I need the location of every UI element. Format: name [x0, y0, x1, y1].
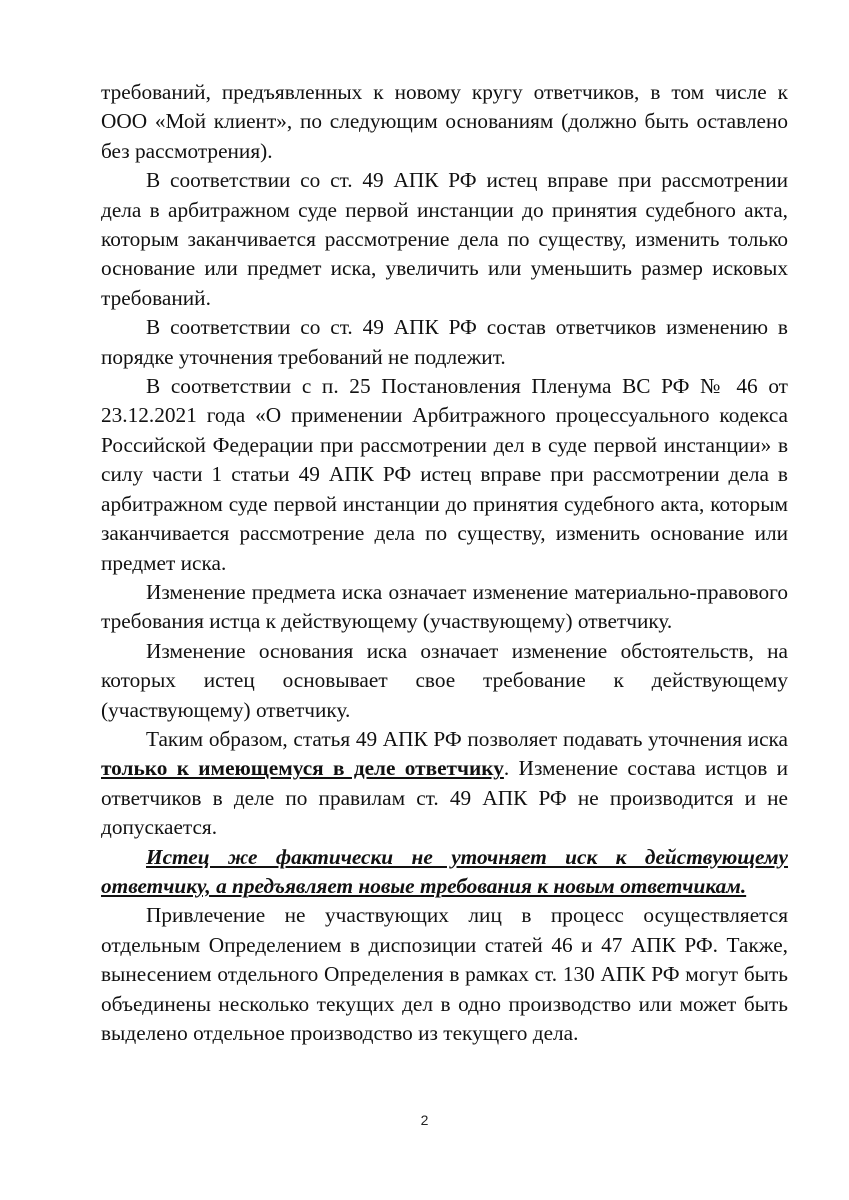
conclusion-emphasis: только к имеющемуся в деле ответчику: [101, 756, 504, 781]
paragraph-key-argument: Истец же фактически не уточняет иск к действующему ответчику, а предъявляет новые требования к новым ответчикам.: [101, 844, 788, 898]
paragraph-joinder: Привлечение не участвующих лиц в процесс осуществляется отдельным Определением в диспозиции статей 46 и 47 АПК РФ. Также, вынесением отдельного Определения в рамках ст. 130 АПК РФ могут быть объединены несколько текущих дел в одно производство или может быть выделено отдельное производство из текущего дела.: [101, 903, 788, 1045]
page-number: 2: [420, 1112, 429, 1128]
paragraph-article-49-rights: В соответствии со ст. 49 АПК РФ истец вправе при рассмотрении дела в арбитражном суде первой инстанции до принятия судебного акта, которым заканчивается рассмотрение дела по существу, изменить только основание или предмет иска, увеличить или уменьшить размер исковых требований.: [101, 168, 788, 310]
paragraph-defendants-composition: В соответствии со ст. 49 АПК РФ состав ответчиков изменению в порядке уточнения требований не подлежит.: [101, 315, 788, 369]
document-page: [101, 78, 788, 1048]
paragraph-subject-change: Изменение предмета иска означает изменение материально-правового требования истца к действующему (участвующему) ответчику.: [101, 579, 788, 634]
conclusion-text-before: Таким образом, статья 49 АПК РФ позволяет подавать уточнения иска: [146, 726, 788, 751]
paragraph-conclusion: [101, 725, 788, 843]
paragraph-continuation: требований, предъявленных к новому кругу ответчиков, в том числе к ООО «Мой клиент», по следующим основаниям (должно быть оставлено без рассмотрения).: [101, 80, 788, 163]
paragraph-basis-change: Изменение основания иска означает изменение обстоятельств, на которых истец основывает свое требование к действующему (участвующему) ответчику.: [101, 638, 788, 722]
paragraph-plenum-resolution: В соответствии с п. 25 Постановления Пленума ВС РФ № 46 от 23.12.2021 года «О применении Арбитражного процессуального кодекса Российской Федерации при рассмотрении дел в суде первой инстанции» в силу части 1 статьи 49 АПК РФ истец вправе при рассмотрении дела в арбитражном суде первой инстанции до принятия судебного акта, которым заканчивается рассмотрение дела по существу, изменить основание или предмет иска.: [101, 374, 788, 575]
conclusion-text-after: . Изменение состава истцов и ответчиков в деле по правилам ст. 49 АПК РФ не производится и не допускается.: [101, 756, 788, 840]
